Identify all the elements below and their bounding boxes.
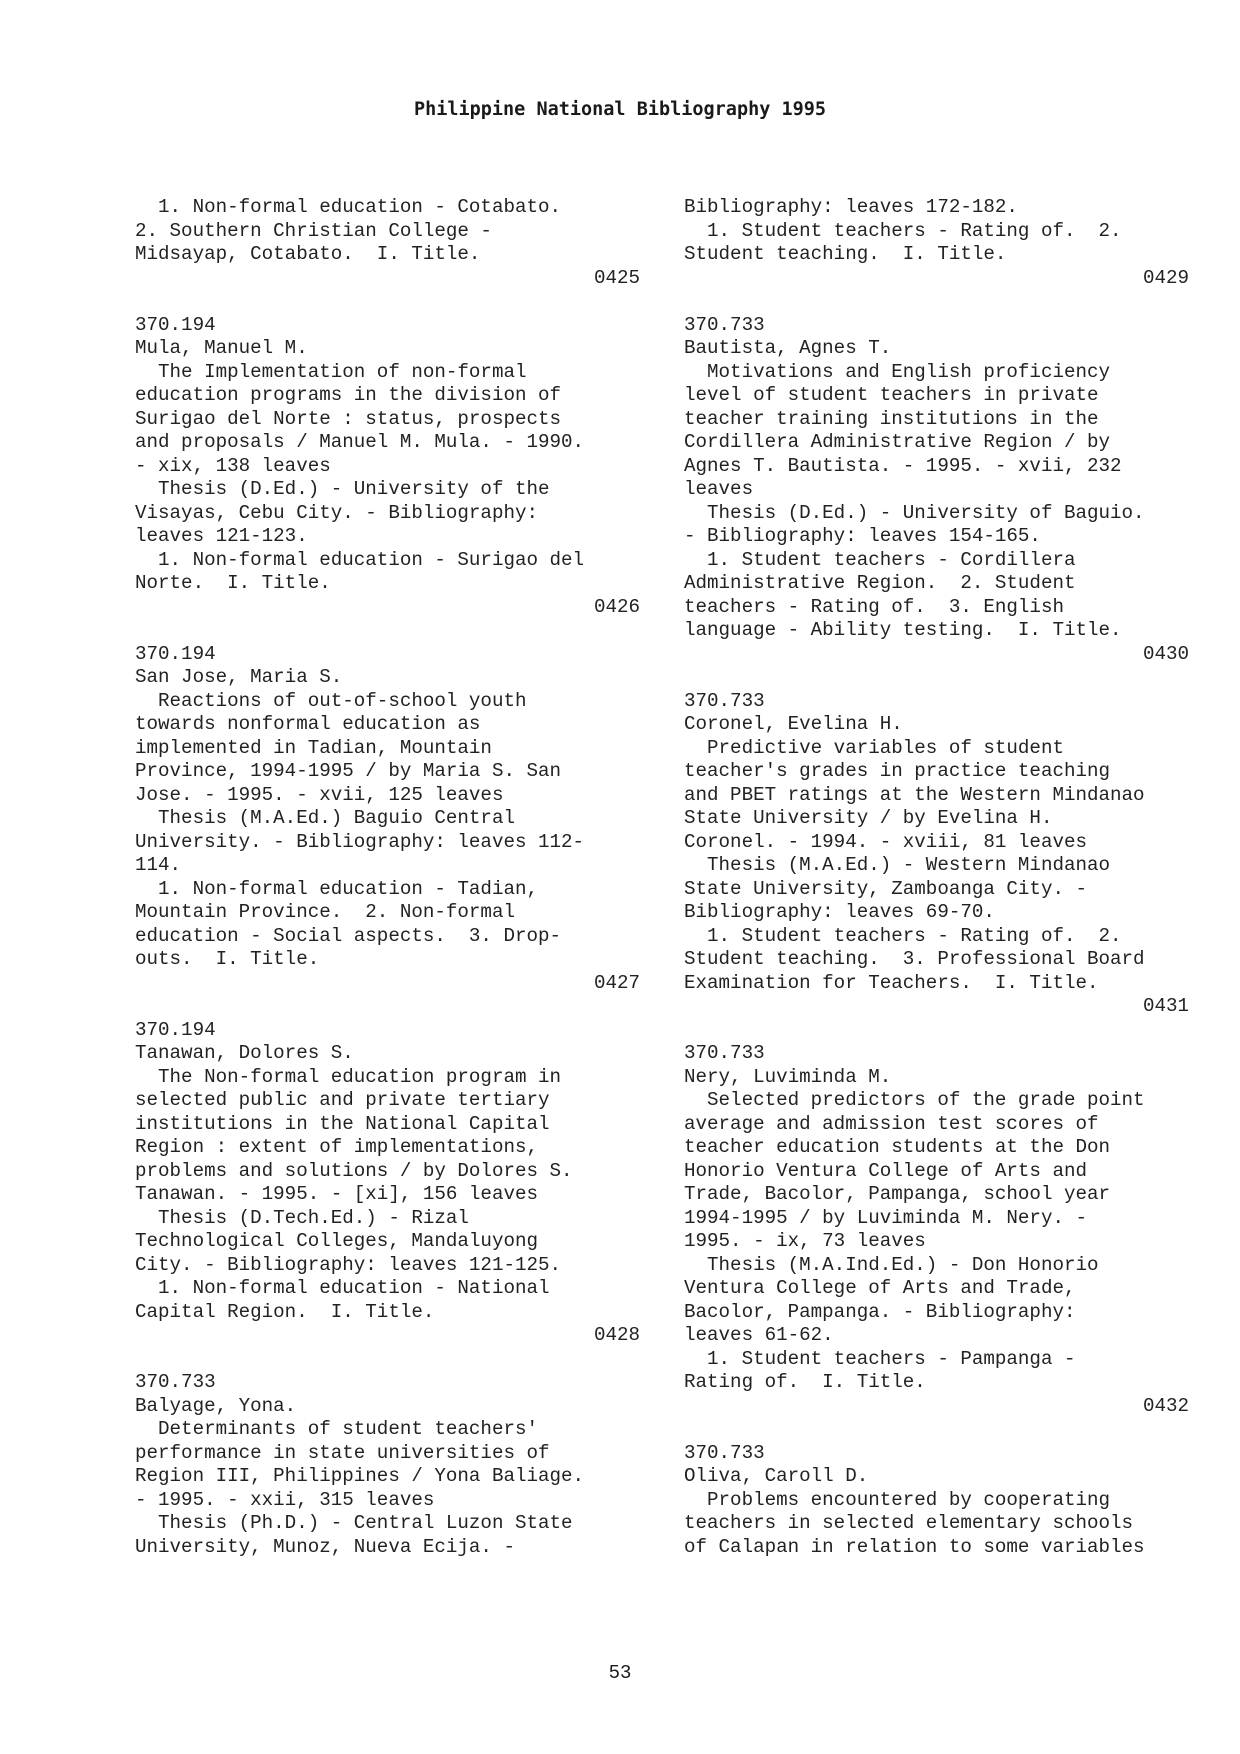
entry-line: and proposals / Manuel M. Mula. - 1990.: [135, 431, 585, 453]
entry-line: and PBET ratings at the Western Mindanao: [684, 783, 1145, 806]
entry-line: of Calapan in relation to some variables: [684, 1535, 1145, 1558]
entry-line: Mula, Manuel M.: [135, 337, 308, 359]
entry-line: Balyage, Yona.: [135, 1394, 297, 1417]
entry-line: Honorio Ventura College of Arts and: [684, 1159, 1088, 1182]
entry-line: Student teaching. I. Title.: [684, 243, 1007, 265]
entry-number: 0428: [593, 1324, 640, 1346]
entry-line: 370.733: [684, 313, 765, 336]
entry-line: Coronel. - 1994. - xviii, 81 leaves: [684, 830, 1088, 853]
entry-line: 1. Non-formal education - Tadian,: [135, 877, 539, 900]
entry-line: 1. Non-formal education - Cotabato.: [135, 196, 562, 218]
entry-number: 0429: [1142, 266, 1189, 289]
entry-line: Motivations and English proficiency: [684, 360, 1111, 383]
entry-line: Nery, Luviminda M.: [684, 1065, 892, 1088]
entry-line: teacher's grades in practice teaching: [684, 760, 1111, 782]
entry-line: Ventura College of Arts and Trade,: [684, 1277, 1076, 1299]
entry-number: 0431: [1142, 995, 1189, 1017]
entry-line: City. - Bibliography: leaves 121-125.: [135, 1253, 562, 1276]
entry-line: education - Social aspects. 3. Drop-: [135, 924, 562, 947]
entry-line: 2. Southern Christian College -: [135, 219, 492, 242]
entry-line: Thesis (M.A.Ind.Ed.) - Don Honorio: [684, 1253, 1099, 1276]
entry-line: education programs in the division of: [135, 384, 562, 406]
bibliography-entry: [684, 314, 1189, 667]
bibliography-entry: [135, 1019, 640, 1348]
entry-line: Reactions of out-of-school youth: [135, 689, 527, 712]
entry-line: Bautista, Agnes T.: [684, 337, 892, 359]
entry-line: leaves: [684, 478, 754, 500]
entry-line: Trade, Bacolor, Pampanga, school year: [684, 1183, 1111, 1205]
entry-line: Thesis (D.Ed.) - University of the: [135, 478, 550, 500]
entry-line: 1. Student teachers - Cordillera: [684, 548, 1076, 571]
entry-spacer: [684, 1019, 1189, 1043]
entry-line: teacher education students at the Don: [684, 1136, 1111, 1158]
entry-line: selected public and private tertiary: [135, 1089, 550, 1111]
entry-line: Selected predictors of the grade point: [684, 1089, 1145, 1111]
entry-line: Bibliography: leaves 69-70.: [684, 901, 995, 923]
entry-line: leaves 61-62.: [684, 1324, 834, 1346]
entry-line: 370.733: [684, 689, 765, 712]
entry-spacer: [135, 619, 640, 643]
entry-line: performance in state universities of: [135, 1441, 550, 1464]
page-title: Philippine National Bibliography 1995: [413, 99, 827, 120]
entry-line: 1. Non-formal education - Surigao del: [135, 548, 585, 571]
entry-line: 370.194: [135, 642, 216, 665]
entry-line: The Non-formal education program in: [135, 1065, 562, 1088]
bibliography-entry: [684, 1442, 1189, 1560]
entry-line: Midsayap, Cotabato. I. Title.: [135, 243, 481, 265]
bibliography-entry: [135, 643, 640, 996]
entry-line: language - Ability testing. I. Title.: [684, 619, 1122, 641]
entry-line: teachers in selected elementary schools: [684, 1512, 1134, 1534]
entry-line: 1995. - ix, 73 leaves: [684, 1230, 926, 1252]
entry-number: 0426: [593, 595, 640, 618]
bibliography-entry: [135, 1371, 640, 1559]
entry-line: Administrative Region. 2. Student: [684, 572, 1076, 594]
entry-spacer: [684, 666, 1189, 690]
entry-line: Thesis (M.A.Ed.) Baguio Central: [135, 807, 515, 829]
entry-line: average and admission test scores of: [684, 1112, 1099, 1135]
entry-line: Oliva, Caroll D.: [684, 1465, 869, 1487]
entry-line: Coronel, Evelina H.: [684, 713, 903, 735]
entry-line: - xix, 138 leaves: [135, 454, 331, 477]
entry-line: outs. I. Title.: [135, 948, 320, 970]
entry-line: San Jose, Maria S.: [135, 666, 343, 688]
entry-line: Thesis (M.A.Ed.) - Western Mindanao: [684, 854, 1111, 876]
entry-line: 370.733: [684, 1042, 765, 1064]
entry-line: Capital Region. I. Title.: [135, 1300, 435, 1323]
entry-line: Rating of. I. Title.: [684, 1371, 926, 1393]
entry-line: Tanawan, Dolores S.: [135, 1042, 354, 1064]
entry-line: State University, Zamboanga City. -: [684, 877, 1088, 900]
entry-line: Visayas, Cebu City. - Bibliography:: [135, 501, 539, 524]
right-column: [684, 196, 1189, 1559]
entry-line: towards nonformal education as: [135, 713, 481, 735]
entry-line: teacher training institutions in the: [684, 407, 1099, 430]
entry-line: Jose. - 1995. - xvii, 125 leaves: [135, 783, 504, 806]
bibliography-entry: [684, 196, 1189, 290]
entry-line: institutions in the National Capital: [135, 1112, 550, 1135]
entry-line: Predictive variables of student: [684, 736, 1064, 759]
entry-line: Mountain Province. 2. Non-formal: [135, 901, 515, 923]
entry-number: 0432: [1142, 1394, 1189, 1417]
bibliography-entry: [135, 196, 640, 290]
entry-line: Bacolor, Pampanga. - Bibliography:: [684, 1300, 1076, 1323]
bibliography-entry: [684, 1042, 1189, 1418]
entry-line: Determinants of student teachers': [135, 1418, 539, 1440]
bibliography-entry: [135, 314, 640, 620]
entry-spacer: [135, 995, 640, 1019]
entry-spacer: [135, 1348, 640, 1372]
entry-line: 114.: [135, 854, 182, 876]
entry-line: State University / by Evelina H.: [684, 807, 1053, 829]
entry-line: University. - Bibliography: leaves 112-: [135, 830, 585, 853]
entry-line: 370.194: [135, 1018, 216, 1041]
left-column: [135, 196, 640, 1559]
entry-line: level of student teachers in private: [684, 384, 1099, 406]
entry-line: - 1995. - xxii, 315 leaves: [135, 1488, 435, 1511]
bibliography-entry: [684, 690, 1189, 1019]
entry-line: 370.733: [135, 1371, 216, 1393]
entry-line: 1. Student teachers - Pampanga -: [684, 1347, 1076, 1370]
entry-line: Bibliography: leaves 172-182.: [684, 196, 1018, 218]
entry-line: University, Munoz, Nueva Ecija. -: [135, 1535, 515, 1558]
entry-line: 1. Student teachers - Rating of. 2.: [684, 924, 1122, 947]
entry-line: Examination for Teachers. I. Title.: [684, 971, 1099, 994]
entry-line: Surigao del Norte : status, prospects: [135, 407, 562, 430]
entry-line: - Bibliography: leaves 154-165.: [684, 525, 1041, 547]
entry-line: Technological Colleges, Mandaluyong: [135, 1230, 539, 1252]
entry-spacer: [684, 290, 1189, 314]
entry-line: 370.194: [135, 313, 216, 336]
entry-number: 0430: [1142, 642, 1189, 665]
entry-line: Region III, Philippines / Yona Baliage.: [135, 1465, 585, 1487]
entry-line: implemented in Tadian, Mountain: [135, 736, 492, 759]
entry-line: leaves 121-123.: [135, 525, 308, 547]
entry-line: Thesis (Ph.D.) - Central Luzon State: [135, 1512, 573, 1534]
entry-line: Agnes T. Bautista. - 1995. - xvii, 232: [684, 454, 1122, 477]
entry-number: 0425: [593, 266, 640, 289]
entry-line: Thesis (D.Ed.) - University of Baguio.: [684, 501, 1145, 524]
entry-line: 1. Student teachers - Rating of. 2.: [684, 219, 1122, 242]
entry-line: 1. Non-formal education - National: [135, 1277, 550, 1299]
entry-line: Norte. I. Title.: [135, 572, 331, 594]
entry-line: Problems encountered by cooperating: [684, 1488, 1111, 1511]
entry-line: 1994-1995 / by Luviminda M. Nery. -: [684, 1206, 1088, 1229]
entry-line: problems and solutions / by Dolores S.: [135, 1159, 573, 1182]
entry-line: Thesis (D.Tech.Ed.) - Rizal: [135, 1206, 469, 1229]
entry-line: Student teaching. 3. Professional Board: [684, 948, 1145, 970]
entry-spacer: [135, 290, 640, 314]
entry-line: Tanawan. - 1995. - [xi], 156 leaves: [135, 1183, 539, 1205]
entry-line: 370.733: [684, 1441, 765, 1464]
entry-line: Cordillera Administrative Region / by: [684, 431, 1111, 453]
entry-line: teachers - Rating of. 3. English: [684, 595, 1064, 618]
entry-line: The Implementation of non-formal: [135, 360, 527, 383]
entry-number: 0427: [593, 971, 640, 994]
entry-line: Region : extent of implementations,: [135, 1136, 539, 1158]
entry-spacer: [684, 1418, 1189, 1442]
entry-line: Province, 1994-1995 / by Maria S. San: [135, 760, 562, 782]
page-number: 53: [608, 1662, 632, 1684]
